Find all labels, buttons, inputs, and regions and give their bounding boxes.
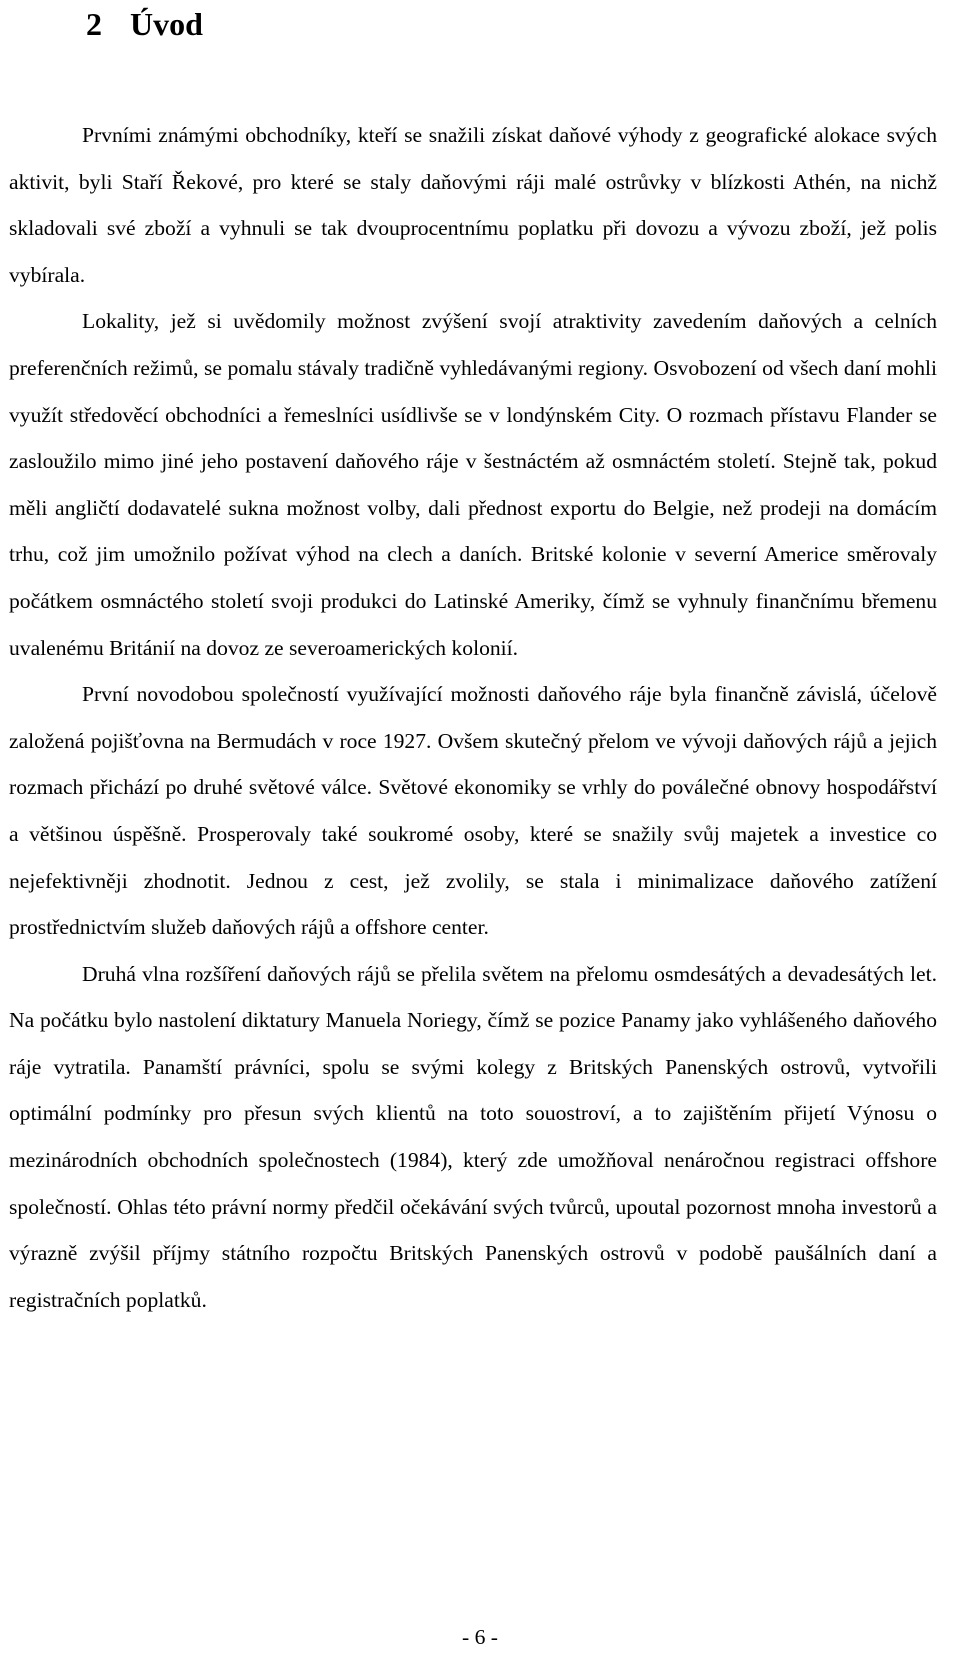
paragraph: Druhá vlna rozšíření daňových rájů se přelila světem na přelomu osmdesátých a devadesátých let. Na počátku bylo nastolení diktatury Manuela Noriegy, čímž se pozice Panamy jako vyhlášeného daňového ráje vytratila. Panamští právníci, spolu se svými kolegy z Britských Panenských ostrovů, vytvořili optimální podmínky pro přesun svých klientů na toto souostroví, a to zajištěním přijetí Výnosu o mezinárodních obchodních společnostech (1984), který zde umožňoval nenáročnou registraci offshore společností. Ohlas této právní normy předčil očekávání svých tvůrců, upoutal pozornost mnoha investorů a výrazně zvýšil příjmy státního rozpočtu Britských Panenských ostrovů v podobě paušálních daní a registračních poplatků. [9,961,937,1312]
chapter-title: Úvod [130,6,203,42]
chapter-number: 2 [86,6,102,42]
body-text [9,112,937,1323]
paragraph: Lokality, jež si uvědomily možnost zvýšení svojí atraktivity zavedením daňových a celních preferenčních režimů, se pomalu stávaly tradičně vyhledávanými regiony. Osvobození od všech daní mohli využít středověcí obchodníci a řemeslníci usídlivše se v londýnském City. O rozmach přístavu Flander se zasloužilo mimo jiné jeho postavení daňového ráje v šestnáctém až osmnáctém století. Stejně tak, pokud měli angličtí dodavatelé sukna možnost volby, dali přednost exportu do Belgie, než prodeji na domácím trhu, což jim umožnilo požívat výhod na clech a daních. Britské kolonie v severní Americe směrovaly počátkem osmnáctého století svoji produkci do Latinské Ameriky, čímž se vyhnuly finančnímu břemenu uvalenému Británií na dovoz ze severoamerických kolonií. [9,309,937,660]
paragraph: První novodobou společností využívající možnosti daňového ráje byla finančně závislá, účelově založená pojišťovna na Bermudách v roce 1927. Ovšem skutečný přelom ve vývoji daňových rájů a jejich rozmach přichází po druhé světové válce. Světové ekonomiky se vrhly do poválečné obnovy hospodářství a většinou úspěšně. Prosperovaly také soukromé osoby, které se snažily svůj majetek a investice co nejefektivněji zhodnotit. Jednou z cest, jež zvolily, se stala i minimalizace daňového zatížení prostřednictvím služeb daňových rájů a offshore center. [9,682,937,940]
paragraph: Prvními známými obchodníky, kteří se snažili získat daňové výhody z geografické alokace svých aktivit, byli Staří Řekové, pro které se staly daňovými ráji malé ostrůvky v blízkosti Athén, na nichž skladovali své zboží a vyhnuli se tak dvouprocentnímu poplatku při dovozu a vývozu zboží, jež polis vybírala. [9,123,937,287]
page-number: - 6 - [462,1625,498,1649]
chapter-heading [86,0,203,48]
